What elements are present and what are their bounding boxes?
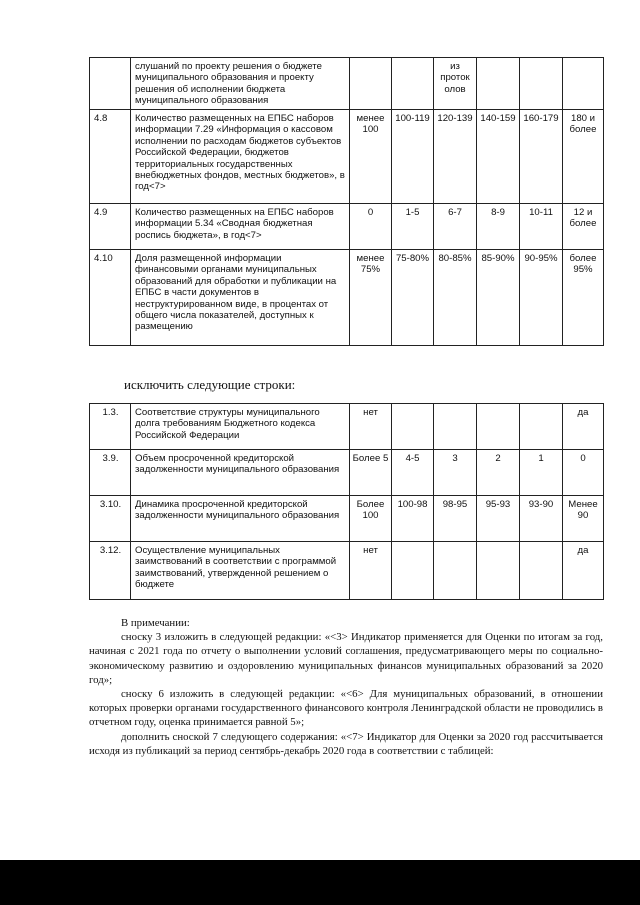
footnote-6-paragraph: сноску 6 изложить в следующей редакции: «<6> Для муниципальных образований, в отношении которых проверки органами государственного финансового контроля Ленинградской области не проводились в отчетном году, оценка принимается равной 5»; <box>89 688 603 729</box>
score-cell: 85-90% <box>477 250 520 346</box>
score-cell: 8-9 <box>477 204 520 250</box>
score-cell <box>520 58 563 110</box>
score-cell <box>477 542 520 600</box>
score-cell <box>434 404 477 450</box>
table-row <box>90 58 604 110</box>
score-cell: 100-98 <box>392 496 434 542</box>
score-cell: 0 <box>563 450 604 496</box>
score-cell: 120-139 <box>434 110 477 204</box>
row-number: 3.12. <box>90 542 131 600</box>
indicators-table-kept <box>89 57 604 346</box>
score-cell: 93-90 <box>520 496 563 542</box>
score-cell: нет <box>350 542 392 600</box>
score-cell: 0 <box>350 204 392 250</box>
score-cell: 75-80% <box>392 250 434 346</box>
score-cell <box>350 58 392 110</box>
score-cell: 98-95 <box>434 496 477 542</box>
score-cell: Менее 90 <box>563 496 604 542</box>
score-cell: 12 и более <box>563 204 604 250</box>
score-cell <box>392 404 434 450</box>
score-cell: 4-5 <box>392 450 434 496</box>
score-cell: 180 и более <box>563 110 604 204</box>
score-cell: да <box>563 404 604 450</box>
score-cell <box>392 542 434 600</box>
indicator-text: Осуществление муниципальных заимствований в соответствии с программой заимствований, утвержденной решением о бюджете <box>131 542 350 600</box>
row-number <box>90 58 131 110</box>
table-row <box>90 496 604 542</box>
score-cell: 90-95% <box>520 250 563 346</box>
table-row <box>90 542 604 600</box>
score-cell: 1 <box>520 450 563 496</box>
score-cell: да <box>563 542 604 600</box>
table-row <box>90 110 604 204</box>
score-cell: более 95% <box>563 250 604 346</box>
score-cell: 140-159 <box>477 110 520 204</box>
indicator-text: слушаний по проекту решения о бюджете муниципального образования и проекту решения об исполнении бюджета муниципального образования <box>131 58 350 110</box>
score-cell <box>392 58 434 110</box>
score-cell: менее 100 <box>350 110 392 204</box>
row-number: 4.10 <box>90 250 131 346</box>
notes-intro: В примечании: <box>121 617 190 629</box>
footnote-7-paragraph: дополнить сноской 7 следующего содержания: «<7> Индикатор для Оценки за 2020 год рассчитывается исходя из публикаций за период сентябрь-декабрь 2020 года в соответствии с таблицей: <box>89 730 603 757</box>
indicator-text: Соответствие структуры муниципального долга требованиям Бюджетного кодекса Российской Федерации <box>131 404 350 450</box>
indicator-text: Объем просроченной кредиторской задолженности муниципального образования <box>131 450 350 496</box>
score-cell: 95-93 <box>477 496 520 542</box>
row-number: 1.3. <box>90 404 131 450</box>
table-row <box>90 404 604 450</box>
score-cell <box>563 58 604 110</box>
score-cell: менее 75% <box>350 250 392 346</box>
score-cell: Более 5 <box>350 450 392 496</box>
score-cell: из проток олов <box>434 58 477 110</box>
score-cell <box>477 58 520 110</box>
row-number: 4.9 <box>90 204 131 250</box>
score-cell: нет <box>350 404 392 450</box>
table-row <box>90 204 604 250</box>
table-row <box>90 450 604 496</box>
score-cell: 2 <box>477 450 520 496</box>
indicator-text: Количество размещенных на ЕПБС наборов информации 7.29 «Информация о кассовом исполнении по расходам бюджетов субъектов Российской Федерации, бюджетов территориальных государственных внебюджетных фондов, местных бюджетов», в год<7> <box>131 110 350 204</box>
indicator-text: Количество размещенных на ЕПБС наборов информации 5.34 «Сводная бюджетная роспись бюджета», в год<7> <box>131 204 350 250</box>
section-heading: исключить следующие строки: <box>124 377 296 392</box>
score-cell <box>434 542 477 600</box>
score-cell <box>520 404 563 450</box>
indicator-text: Доля размещенной информации финансовыми органами муниципальных образований для обработки и публикации на ЕПБС в части документов в неструктурированном виде, в процентах от общего числа показателей, доступных к размещению <box>131 250 350 346</box>
footnote-3-paragraph: сноску 3 изложить в следующей редакции: «<3> Индикатор применяется для Оценки по итогам за год, начиная с 2021 года по отчету о выполнении условий соглашения, предусматривающего меры по социально-экономическому развитию и оздоровлению муниципальных финансов муниципальных образований за 2020 год»; <box>89 631 603 686</box>
row-number: 3.9. <box>90 450 131 496</box>
score-cell: Более 100 <box>350 496 392 542</box>
row-number: 3.10. <box>90 496 131 542</box>
score-cell <box>477 404 520 450</box>
scan-bottom-border <box>0 860 640 905</box>
notes-section <box>89 616 603 758</box>
indicators-table-removed <box>89 403 604 600</box>
score-cell: 10-11 <box>520 204 563 250</box>
table-row <box>90 250 604 346</box>
indicator-text: Динамика просроченной кредиторской задолженности муниципального образования <box>131 496 350 542</box>
score-cell: 6-7 <box>434 204 477 250</box>
score-cell: 160-179 <box>520 110 563 204</box>
score-cell: 100-119 <box>392 110 434 204</box>
score-cell <box>520 542 563 600</box>
score-cell: 80-85% <box>434 250 477 346</box>
score-cell: 1-5 <box>392 204 434 250</box>
score-cell: 3 <box>434 450 477 496</box>
row-number: 4.8 <box>90 110 131 204</box>
